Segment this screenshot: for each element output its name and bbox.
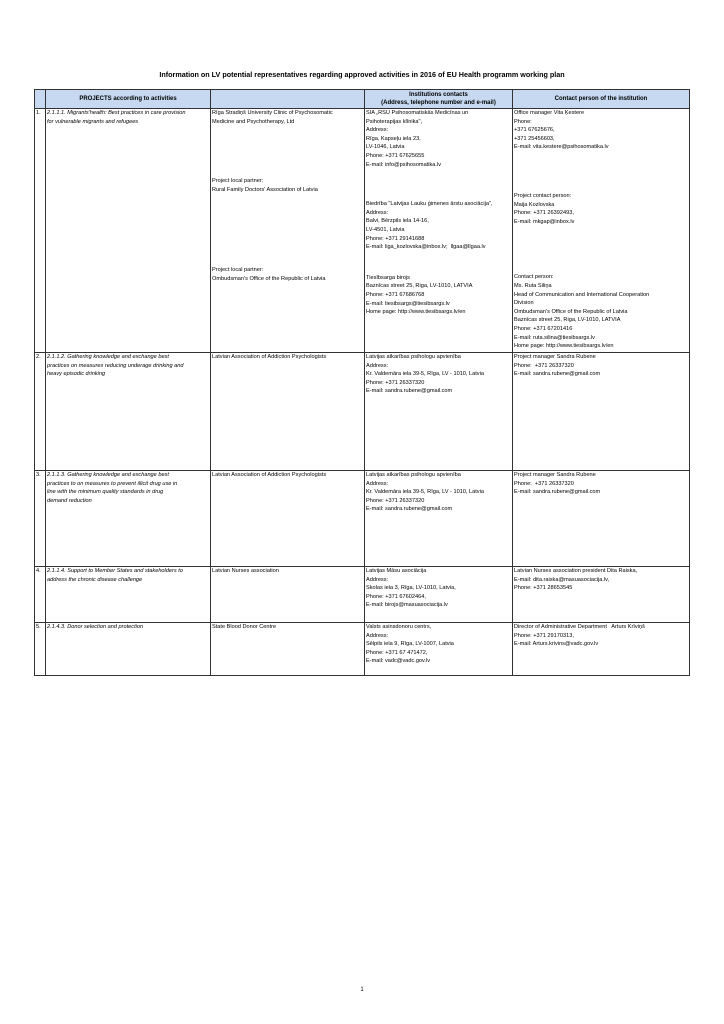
- cell-spacer: [366, 169, 511, 200]
- contact-text: Phone: +371 26337320: [366, 379, 425, 386]
- contact-person-cell: [513, 109, 690, 353]
- cell-spacer: [212, 126, 363, 177]
- contact-text: Home page: http://www.tiesibsargs.lv/en: [366, 309, 466, 316]
- contact-person-text: E-mail: vita.kestere@psihosomatika.lv: [514, 144, 609, 151]
- row-number: 1.: [35, 109, 46, 353]
- contact-text: Address:: [366, 209, 389, 216]
- contact-text: LV-1046, Latvia: [366, 144, 405, 151]
- contact-text: SIA „RSU Psihosomatiskās Medicīnas un: [366, 110, 469, 116]
- contact-person-text: Phone: +371 26337320: [514, 362, 574, 369]
- header-contacts-line2: (Address, telephone number and e-mail): [381, 100, 496, 106]
- contact-text: Kr. Valdemāra iela 39-5, Rīga, LV - 1010, Latvia: [366, 371, 484, 378]
- contact-text: Balvi, Bērzpils iela 14-16,: [366, 218, 429, 225]
- contact-person-text: Office manager Vita Ķestere: [514, 110, 585, 116]
- contact-text: Address:: [366, 127, 389, 134]
- contact-person-text: E-mail: ruta.silina@tiesibsargs.lv: [514, 334, 595, 341]
- table-row: [35, 109, 690, 353]
- row-number: 5.: [35, 623, 46, 676]
- contact-person-text: Maija Kozlovska: [514, 201, 555, 208]
- contact-text: E-mail: birojs@masuasociacija.lv: [366, 602, 448, 609]
- contact-person-text: +371 25456603,: [514, 135, 555, 142]
- contact-person-text: E-mail: sandra.rubene@gmail.com: [514, 371, 601, 378]
- contact-text: Address:: [366, 362, 389, 369]
- contact-person-text: Division: [514, 300, 534, 307]
- contact-person-text: Project contact person:: [514, 192, 572, 199]
- project-cell: [46, 567, 211, 623]
- contact-person-text: Director of Administrative Department Arturs Krīviņš: [514, 624, 645, 630]
- contact-text: Biedrība "Latvijas Lauku ģimenes ārstu asociācija",: [366, 201, 493, 208]
- institution-text: Latvian Association of Addiction Psychologists: [212, 472, 327, 478]
- contacts-cell: [365, 567, 513, 623]
- table-row: [35, 567, 690, 623]
- table-header-row: [35, 90, 690, 109]
- contact-text: Baznīcas street 25, Riga, LV-1010, LATVIA: [366, 283, 473, 290]
- contact-person-text: Contact person:: [514, 274, 554, 281]
- contact-person-text: Baznīcas street 25, Riga, LV-1010, LATVIA: [514, 317, 621, 324]
- table-row: [35, 623, 690, 676]
- project-text: demand reduction: [47, 497, 92, 504]
- institution-text: Ombudsman's Office of the Republic of Latvia: [212, 275, 326, 282]
- header-projects: PROJECTS according to activities: [46, 90, 211, 109]
- cell-spacer: [212, 194, 363, 266]
- institution-cell: [211, 623, 365, 676]
- header-contacts: [365, 90, 513, 109]
- institution-text: Rural Family Doctors' Association of Latvia: [212, 186, 318, 193]
- contact-text: Address:: [366, 632, 389, 639]
- institution-text: Project local partner:: [212, 267, 264, 274]
- contact-text: Address:: [366, 576, 389, 583]
- page-number: 1: [360, 987, 364, 993]
- contact-text: Tiesībsarga birojs: [366, 274, 410, 281]
- header-contact-person: Contact person of the institution: [513, 90, 690, 109]
- contacts-cell: [365, 353, 513, 471]
- project-text: 2.1.1.1. Migrants'health: Best practices in care provision: [47, 110, 186, 116]
- contact-text: Phone: +371 67 471472,: [366, 649, 428, 656]
- contact-text: LV-4501, Latvia: [366, 226, 405, 233]
- contact-text: E-mail: sandra.rubene@gmail.com: [366, 506, 453, 513]
- contact-person-text: Ms. Ruta Siliņa: [514, 282, 552, 289]
- project-cell: [46, 623, 211, 676]
- contact-text: E-mail: vadc@vadc.gov.lv: [366, 658, 431, 665]
- contact-person-text: Phone: +371 26392493,: [514, 210, 574, 217]
- institution-text: Latvian Nurses association: [212, 568, 279, 574]
- project-text: for vulnerable migrants and refugees: [47, 118, 139, 125]
- contact-text: Skolas iela 3, Rīga, LV-1010, Latvia,: [366, 585, 456, 592]
- contact-text: Latvijas atkarības psihologu apvienība: [366, 472, 461, 478]
- contact-person-text: Phone: +371 26337320: [514, 480, 574, 487]
- header-contacts-line1: Institutions contacts: [409, 92, 468, 98]
- contact-text: Rīga, Kapseļu iela 23,: [366, 135, 421, 142]
- institution-cell: [211, 567, 365, 623]
- contact-text: Psihoterapijas klīnika",: [366, 118, 423, 125]
- contact-person-text: Phone: +371 29170313,: [514, 632, 574, 639]
- project-text: heavy episodic drinking: [47, 371, 106, 378]
- contact-person-text: Phone: +371 67201416: [514, 325, 573, 332]
- row-number: 3.: [35, 471, 46, 567]
- cell-spacer: [366, 252, 511, 274]
- contact-text: Kr. Valdemāra iela 39-5, Rīga, LV - 1010, Latvia: [366, 489, 484, 496]
- contacts-cell: [365, 109, 513, 353]
- project-cell: [46, 353, 211, 471]
- contact-text: E-mail: liga_kozlovska@inbox.lv; llgaa@llgaa.lv: [366, 244, 486, 251]
- document-title: Information on LV potential representatives regarding approved activities in 2016 of EU Health programm working plan: [159, 70, 565, 79]
- contact-person-text: Head of Communication and International Cooperation: [514, 291, 650, 298]
- table-row: [35, 471, 690, 567]
- contacts-cell: [365, 623, 513, 676]
- table-row: [35, 353, 690, 471]
- contact-person-cell: [513, 567, 690, 623]
- project-text: 2.1.1.4. Support to Member States and stakeholders to: [47, 568, 183, 574]
- contact-person-text: Phone: +371 28653545: [514, 585, 573, 592]
- contact-text: Phone: +371 67686768: [366, 291, 425, 298]
- contact-text: Phone: +371 67602464,: [366, 593, 426, 600]
- header-number: [35, 90, 46, 109]
- project-text: 2.1.4.3. Donor selection and protection: [47, 624, 144, 630]
- contact-text: Phone: +371 29141688: [366, 235, 425, 242]
- project-text: practices to on measures to prevent illicit drug use in: [47, 480, 178, 487]
- contact-person-text: Ombudsman's Office of the Republic of Latvia: [514, 308, 628, 315]
- contact-person-text: Phone:: [514, 118, 532, 125]
- institution-text: Medicine and Psychotherapy, Ltd: [212, 118, 295, 125]
- contact-person-text: Project manager Sandra Rubene: [514, 354, 596, 360]
- institution-text: Rīga Stradiņš University Clinic of Psychosomatic: [212, 110, 333, 116]
- contact-person-cell: [513, 353, 690, 471]
- institution-text: Project local partner:: [212, 178, 264, 185]
- project-cell: [46, 471, 211, 567]
- header-institution: [211, 90, 365, 109]
- contacts-cell: [365, 471, 513, 567]
- project-text: practices on measures reducing underage drinking and: [47, 362, 184, 369]
- institution-text: Latvian Association of Addiction Psychologists: [212, 354, 327, 360]
- contact-person-text: +371 67625676,: [514, 127, 555, 134]
- contact-person-text: Latvian Nurses association president Dita Raiska,: [514, 568, 638, 574]
- contact-text: E-mail: tiesibsargs@tiesibsargs.lv: [366, 300, 450, 307]
- contact-person-cell: [513, 623, 690, 676]
- contact-person-cell: [513, 471, 690, 567]
- contact-person-text: E-mail: sandra.rubene@gmail.com: [514, 489, 601, 496]
- contact-person-text: E-mail: mkgap@inbox.lv: [514, 218, 575, 225]
- row-number: 2.: [35, 353, 46, 471]
- institution-cell: [211, 471, 365, 567]
- contact-text: Phone: +371 26337320: [366, 497, 425, 504]
- contact-text: Address:: [366, 480, 389, 487]
- institution-text: State Blood Donor Centre: [212, 624, 277, 630]
- project-text: 2.1.1.3. Gathering knowledge and exchange best: [47, 472, 169, 478]
- contact-text: E-mail: sandra.rubene@gmail.com: [366, 388, 453, 395]
- contact-text: Valsts asinsdonoru centrs,: [366, 624, 432, 630]
- cell-spacer: [514, 226, 688, 273]
- contact-text: Sēlpils iela 9, Rīga, LV-1007, Latvia: [366, 641, 454, 648]
- contact-text: E-mail: info@psihosomatika.lv: [366, 161, 442, 168]
- institution-cell: [211, 353, 365, 471]
- contact-person-text: E-mail: Arturs.krivins@vadc.gov.lv: [514, 641, 599, 648]
- project-cell: [46, 109, 211, 353]
- row-number: 4.: [35, 567, 46, 623]
- contact-person-text: Project manager Sandra Rubene: [514, 472, 596, 478]
- project-text: address the chronic disease challenge: [47, 576, 143, 583]
- cell-spacer: [514, 152, 688, 192]
- contact-person-text: E-mail: dita.raiska@masuasociacija.lv,: [514, 576, 610, 583]
- representatives-table: [34, 89, 690, 676]
- contact-person-text: Home page: http://www.tiesibsargs.lv/en: [514, 343, 614, 350]
- project-text: 2.1.1.2. Gathering knowledge and exchange best: [47, 354, 169, 360]
- project-text: line with the minimum quality standards in drug: [47, 489, 164, 496]
- contact-text: Latvijas atkarības psihologu apvienība: [366, 354, 461, 360]
- contact-text: Phone: +371 67625655: [366, 152, 425, 159]
- contact-text: Latvijas Māsu asociācija: [366, 568, 427, 574]
- institution-cell: [211, 109, 365, 353]
